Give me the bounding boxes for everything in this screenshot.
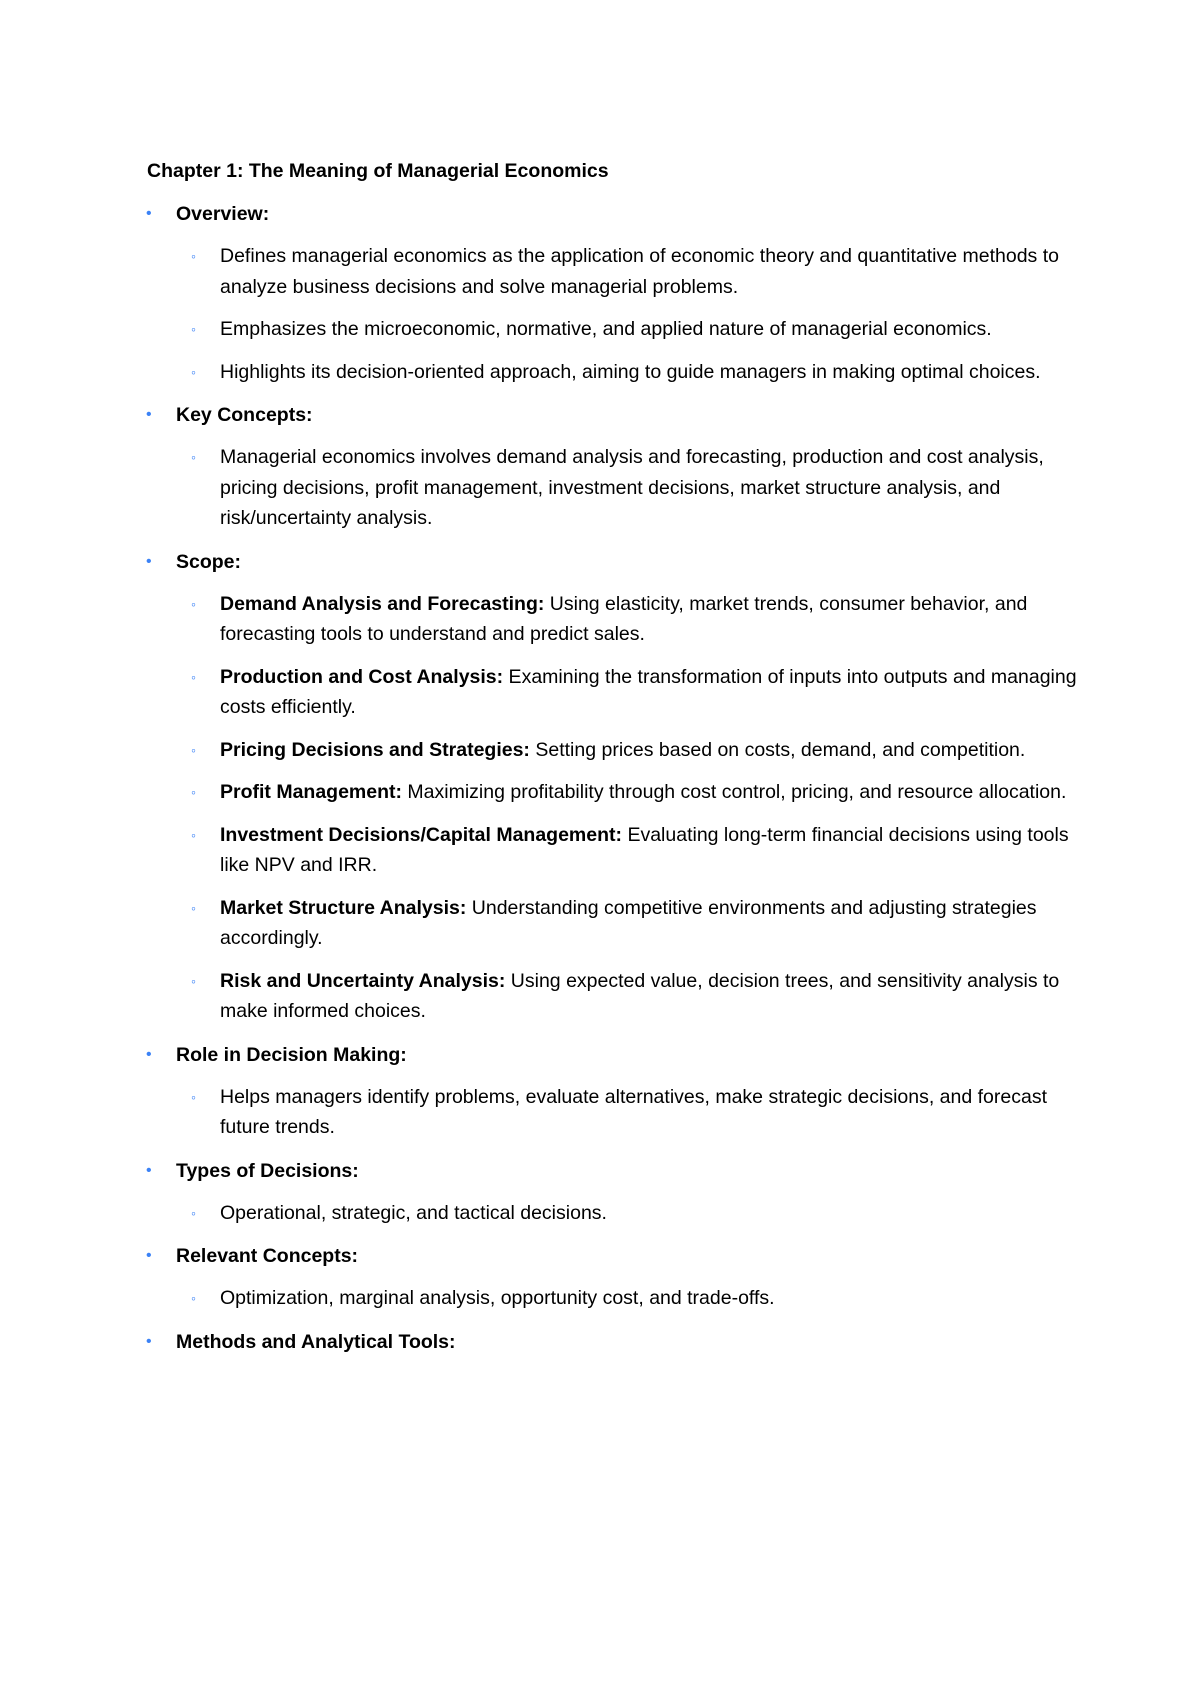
list-item	[176, 820, 1100, 881]
item-text: Operational, strategic, and tactical decisions.	[220, 1201, 607, 1224]
list-item	[176, 589, 1100, 650]
circle-bullet-icon: ◦	[191, 1204, 196, 1221]
chapter-title: Chapter 1: The Meaning of Managerial Economics	[147, 160, 609, 182]
list-item	[176, 735, 1100, 766]
circle-bullet-icon: ◦	[191, 899, 196, 916]
item-text: Helps managers identify problems, evaluate alternatives, make strategic decisions, and forecast future trends.	[220, 1085, 1047, 1138]
section-item	[147, 547, 1147, 1027]
bullet-icon: •	[146, 552, 152, 570]
section-item	[147, 1241, 1147, 1314]
section-heading: Scope:	[176, 550, 242, 573]
item-text: Examining the transformation of inputs into outputs and managing costs efficiently.	[220, 665, 1077, 718]
item-term: Investment Decisions/Capital Management:	[220, 823, 623, 846]
item-term: Risk and Uncertainty Analysis:	[220, 969, 506, 992]
list-item	[176, 1082, 1100, 1143]
sub-list	[176, 589, 1147, 1027]
circle-bullet-icon: ◦	[191, 972, 196, 989]
sub-list	[176, 442, 1147, 534]
bullet-icon: •	[146, 1247, 152, 1264]
list-item	[176, 357, 1100, 388]
sub-list	[176, 1082, 1147, 1143]
circle-bullet-icon: ◦	[191, 595, 196, 612]
circle-bullet-icon: ◦	[191, 248, 196, 264]
list-item	[176, 1198, 1100, 1229]
section-item	[147, 400, 1147, 534]
section-heading: Relevant Concepts:	[176, 1245, 359, 1267]
item-text: Using elasticity, market trends, consumer behavior, and forecasting tools to understand and predict sales.	[220, 592, 1028, 645]
sub-list	[176, 241, 1147, 387]
bullet-icon: •	[146, 205, 152, 222]
item-text: Defines managerial economics as the application of economic theory and quantitative methods to analyze business decisions and solve managerial problems.	[220, 245, 1059, 298]
item-term: Profit Management:	[220, 781, 403, 803]
circle-bullet-icon: ◦	[191, 668, 196, 685]
circle-bullet-icon: ◦	[191, 1088, 196, 1105]
section-heading: Types of Decisions:	[176, 1159, 359, 1182]
item-text: Understanding competitive environments and adjusting strategies accordingly.	[220, 896, 1037, 949]
list-item	[176, 241, 1100, 302]
list-item	[176, 777, 1100, 808]
item-term: Market Structure Analysis:	[220, 896, 467, 919]
section-item	[147, 199, 1147, 387]
bullet-icon: •	[146, 1332, 152, 1350]
section-list	[147, 199, 1147, 1357]
sub-list	[176, 1283, 1147, 1314]
list-item	[176, 662, 1100, 723]
circle-bullet-icon: ◦	[191, 784, 196, 800]
list-item	[176, 893, 1100, 954]
section-item	[147, 1040, 1147, 1143]
item-text: Maximizing profitability through cost control, pricing, and resource allocation.	[402, 781, 1067, 803]
list-item	[176, 1283, 1100, 1314]
list-item	[176, 442, 1100, 534]
section-heading: Overview:	[176, 203, 270, 225]
circle-bullet-icon: ◦	[191, 321, 196, 337]
item-text: Highlights its decision-oriented approach, aiming to guide managers in making optimal choices.	[220, 360, 1041, 383]
section-item	[147, 1156, 1147, 1229]
item-term: Pricing Decisions and Strategies:	[220, 738, 530, 761]
circle-bullet-icon: ◦	[191, 449, 196, 465]
circle-bullet-icon: ◦	[191, 363, 196, 380]
item-term: Demand Analysis and Forecasting:	[220, 592, 545, 615]
circle-bullet-icon: ◦	[191, 826, 196, 843]
section-heading: Key Concepts:	[176, 404, 313, 426]
list-item	[176, 966, 1100, 1027]
list-item	[176, 314, 1100, 345]
bullet-icon: •	[146, 1045, 152, 1063]
section-heading: Role in Decision Making:	[176, 1043, 407, 1066]
item-text: Optimization, marginal analysis, opportunity cost, and trade-offs.	[220, 1287, 775, 1309]
item-term: Production and Cost Analysis:	[220, 665, 504, 688]
bullet-icon: •	[146, 1161, 152, 1179]
item-text: Evaluating long-term financial decisions using tools like NPV and IRR.	[220, 823, 1069, 876]
item-text: Setting prices based on costs, demand, and competition.	[529, 738, 1026, 761]
circle-bullet-icon: ◦	[191, 741, 196, 758]
sub-list	[176, 1198, 1147, 1229]
item-text: Managerial economics involves demand analysis and forecasting, production and cost analysis, pricing decisions, profit management, investment decisions, market structure analysis, and risk/uncertainty analysis.	[220, 446, 1044, 529]
item-text: Emphasizes the microeconomic, normative, and applied nature of managerial economics.	[220, 318, 992, 340]
bullet-icon: •	[146, 406, 152, 423]
item-text: Using expected value, decision trees, and sensitivity analysis to make informed choices.	[220, 969, 1060, 1022]
circle-bullet-icon: ◦	[191, 1290, 196, 1306]
section-heading: Methods and Analytical Tools:	[176, 1330, 456, 1353]
section-item	[147, 1327, 1147, 1357]
